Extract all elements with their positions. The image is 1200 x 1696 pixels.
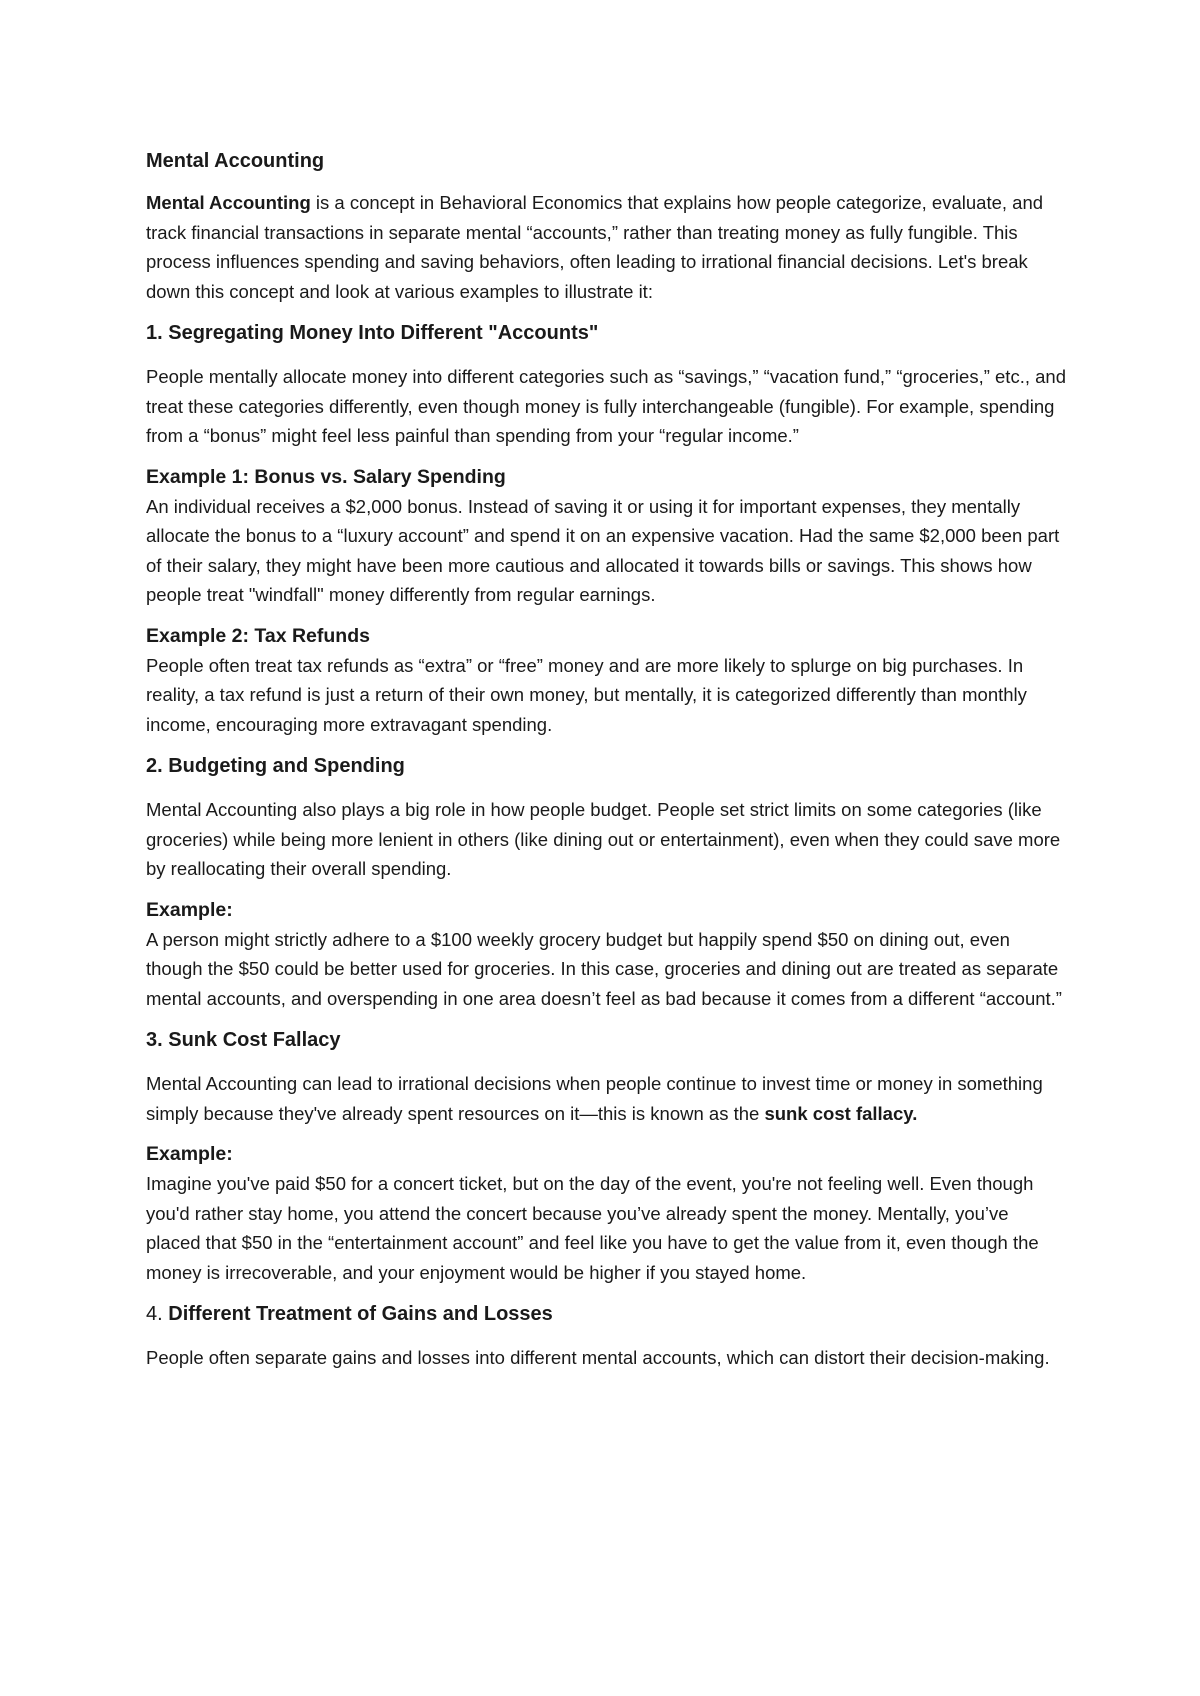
section2-body: Mental Accounting also plays a big role in how people budget. People set strict limits on some categories (like groceries) while being more lenient in others (like dining out or entertainment), even when they could save more by reallocating their overall spending. [146, 799, 1061, 879]
document-title: Mental Accounting [146, 150, 325, 172]
intro-text: is a concept in Behavioral Economics that explains how people categorize, evaluate, and track financial transactions in separate mental “accounts,” rather than treating money as fully fungible. This process influences spending and saving behaviors, often leading to irrational financial decisions. Let's break down this concept and look at various examples to illustrate it: [146, 192, 1044, 302]
section2-heading: 2. Budgeting and Spending [146, 755, 405, 777]
section2-example-body: A person might strictly adhere to a $100 weekly grocery budget but happily spend $50 on dining out, even though the $50 could be better used for groceries. In this case, groceries and dining out are treated as separate mental accounts, and overspending in one area doesn’t feel as bad because it comes from a different “account.” [146, 928, 1062, 1009]
section4-heading [146, 1299, 1066, 1329]
document-page [146, 146, 1066, 1385]
section1-example1-body: An individual receives a $2,000 bonus. Instead of saving it or using it for important expenses, they mentally allocate the bonus to a “luxury account” and spend it on an expensive vacation. Had the same $2,000 been part of their salary, they might have been more cautious and allocated it towards bills or savings. This shows how people treat "windfall" money differently from regular earnings. [146, 495, 1060, 605]
section2-example-heading: Example: [146, 898, 233, 921]
intro-bold-term: Mental Accounting [146, 192, 311, 213]
section1-heading: 1. Segregating Money Into Different "Accounts" [146, 322, 599, 344]
section4-body: People often separate gains and losses into different mental accounts, which can distort their decision-making. [146, 1347, 1050, 1368]
section3-body-after: . [912, 1102, 918, 1124]
section1-example2-heading: Example 2: Tax Refunds [146, 624, 370, 647]
section1-body: People mentally allocate money into different categories such as “savings,” “vacation fund,” “groceries,” etc., and treat these categories differently, even though money is fully interchangeable (fungible). For example, spending from a “bonus” might feel less painful than spending from your “regular income.” [146, 366, 1066, 446]
section3-example-heading: Example: [146, 1143, 233, 1165]
section3-example-body: Imagine you've paid $50 for a concert ticket, but on the day of the event, you're not feeling well. Even though you'd rather stay home, you attend the concert because you’ve already spent the money. Mentally, you’ve placed that $50 in the “entertainment account” and feel like you have to get the value from it, even though the money is irrecoverable, and your enjoyment would be higher if you stayed home. [146, 1173, 1039, 1283]
intro-paragraph [146, 188, 1066, 306]
section4-heading-text: Different Treatment of Gains and Losses [168, 1303, 553, 1325]
section1-example2-body: People often treat tax refunds as “extra” or “free” money and are more likely to splurge on big purchases. In reality, a tax refund is just a return of their own money, but mentally, it is categorized differently than monthly income, encouraging more extravagant spending. [146, 654, 1027, 735]
section3-body [146, 1069, 1066, 1128]
section3-bold-term: sunk cost fallacy [764, 1102, 913, 1124]
section3-body-before: Mental Accounting can lead to irrational decisions when people continue to invest time or money in something simply because they've already spent resources on it—this is known as the [146, 1073, 1043, 1124]
section3-heading: 3. Sunk Cost Fallacy [146, 1029, 341, 1051]
section1-example1-heading: Example 1: Bonus vs. Salary Spending [146, 465, 506, 488]
section4-heading-number: 4. [146, 1303, 169, 1325]
